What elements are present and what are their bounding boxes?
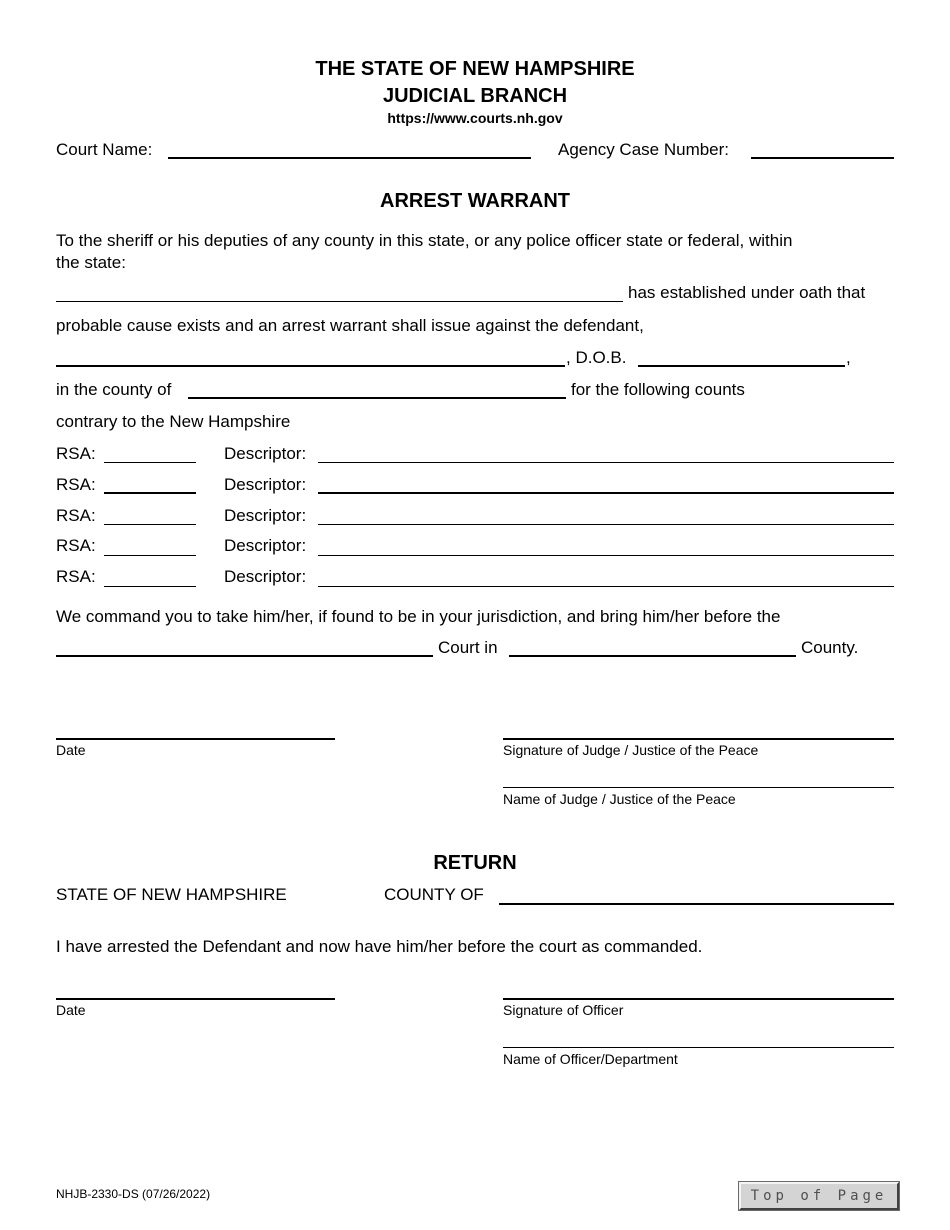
oath-text: has established under oath that: [628, 283, 866, 302]
rsa-field[interactable]: [104, 534, 196, 556]
dob-field[interactable]: [638, 344, 845, 366]
rsa-label: RSA:: [56, 567, 96, 586]
rsa-field[interactable]: [104, 472, 196, 494]
descriptor-field[interactable]: [318, 534, 894, 556]
rsa-field[interactable]: [104, 503, 196, 525]
command-text: We command you to take him/her, if found to be in your jurisdiction, and bring him/her before the: [56, 607, 781, 626]
dob-label: , D.O.B.: [566, 348, 627, 367]
descriptor-label: Descriptor:: [224, 567, 307, 586]
rsa-label: RSA:: [56, 444, 96, 463]
descriptor-field[interactable]: [318, 472, 894, 494]
return-date-field[interactable]: [56, 977, 335, 999]
intro-line-1: To the sheriff or his deputies of any county in this state, or any police officer state or federal, within: [56, 231, 793, 250]
complainant-field[interactable]: [56, 281, 623, 303]
agency-case-label: Agency Case Number:: [558, 140, 730, 159]
contrary-text: contrary to the New Hampshire: [56, 412, 291, 431]
return-title: RETURN: [433, 852, 517, 874]
officer-name-caption: Name of Officer/Department: [503, 1051, 678, 1067]
top-of-page-button[interactable]: Top of Page: [739, 1182, 899, 1210]
county-field[interactable]: [188, 376, 566, 398]
courts-url: https://www.courts.nh.gov: [387, 110, 563, 126]
descriptor-label: Descriptor:: [224, 475, 307, 494]
command-court-field[interactable]: [56, 634, 433, 656]
county-label: County.: [801, 638, 859, 657]
intro-line-2: the state:: [56, 253, 126, 272]
return-county-label: COUNTY OF: [384, 885, 484, 904]
dob-comma: ,: [846, 348, 851, 367]
judge-signature-field[interactable]: [503, 717, 894, 739]
officer-name-field[interactable]: [503, 1026, 894, 1048]
probable-cause-text: probable cause exists and an arrest warrant shall issue against the defendant,: [56, 316, 644, 335]
officer-signature-caption: Signature of Officer: [503, 1002, 624, 1018]
rsa-field[interactable]: [104, 565, 196, 587]
judge-name-field[interactable]: [503, 766, 894, 788]
judge-name-caption: Name of Judge / Justice of the Peace: [503, 791, 736, 807]
officer-signature-field[interactable]: [503, 977, 894, 999]
return-date-caption: Date: [56, 1002, 86, 1018]
descriptor-label: Descriptor:: [224, 444, 307, 463]
in-county-label: in the county of: [56, 380, 172, 399]
return-county-field[interactable]: [499, 882, 894, 904]
court-name-field[interactable]: [168, 136, 531, 158]
arrest-statement: I have arrested the Defendant and now have him/her before the court as commanded.: [56, 937, 703, 956]
date-caption: Date: [56, 742, 86, 758]
descriptor-field[interactable]: [318, 441, 894, 463]
form-id: NHJB-2330-DS (07/26/2022): [56, 1187, 211, 1201]
counts-text: for the following counts: [571, 380, 745, 399]
defendant-field[interactable]: [56, 344, 565, 366]
judge-signature-caption: Signature of Judge / Justice of the Peace: [503, 742, 759, 758]
court-name-label: Court Name:: [56, 140, 153, 159]
state-heading: THE STATE OF NEW HAMPSHIRE: [315, 58, 635, 80]
agency-case-field[interactable]: [751, 136, 894, 158]
rsa-label: RSA:: [56, 506, 96, 525]
command-county-field[interactable]: [509, 634, 796, 656]
descriptor-label: Descriptor:: [224, 536, 307, 555]
descriptor-label: Descriptor:: [224, 506, 307, 525]
return-state: STATE OF NEW HAMPSHIRE: [56, 885, 287, 904]
date-field[interactable]: [56, 717, 335, 739]
descriptor-field[interactable]: [318, 565, 894, 587]
branch-heading: JUDICIAL BRANCH: [382, 85, 568, 107]
descriptor-field[interactable]: [318, 503, 894, 525]
rsa-label: RSA:: [56, 475, 96, 494]
rsa-label: RSA:: [56, 536, 96, 555]
rsa-field[interactable]: [104, 441, 196, 463]
court-in-label: Court in: [438, 638, 498, 657]
warrant-title: ARREST WARRANT: [380, 190, 570, 212]
